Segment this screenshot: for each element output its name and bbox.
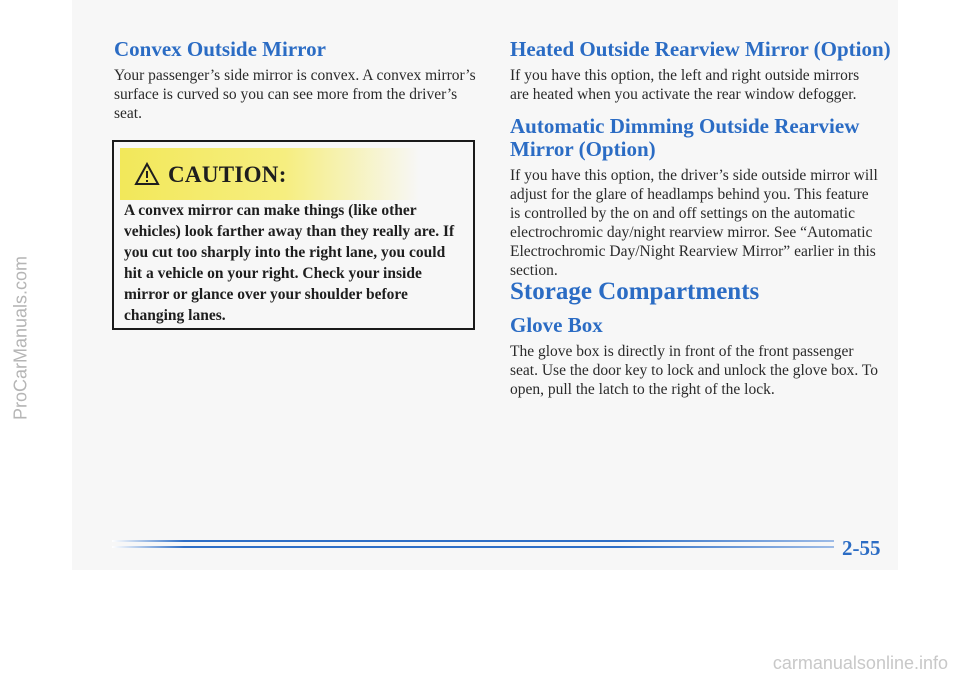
- heated-mirror-heading: Heated Outside Rearview Mirror (Option): [510, 37, 891, 61]
- caution-text: A convex mirror can make things (like other vehicles) look farther away than they really are. If you cut too sharply into the right lane, you could hit a vehicle on your right. Check your inside mirror or glance over your shoulder before changing lanes.: [124, 202, 455, 324]
- storage-compartments-heading: Storage Compartments: [510, 278, 760, 305]
- heated-mirror-paragraph: If you have this option, the left and right outside mirrors are heated when you activate the rear window defogger.: [510, 67, 860, 103]
- footer-rule-bottom: [112, 546, 834, 548]
- dimming-mirror-paragraph: If you have this option, the driver’s side outside mirror will adjust for the glare of headlamps behind you. This feature is controlled by the on and off settings on the automatic electrochromic day/night rearview mirror. See “Automatic Electrochromic Day/Night Rearview Mirror” earlier in this section.: [510, 167, 878, 279]
- dimming-mirror-heading-line1: Automatic Dimming Outside Rearview: [510, 114, 860, 138]
- glove-box-heading: Glove Box: [510, 313, 603, 337]
- caution-header: [120, 148, 420, 200]
- page-number: 2-55: [842, 536, 881, 560]
- warning-triangle-icon: [134, 162, 160, 186]
- side-watermark: [6, 0, 36, 676]
- footer-rule-top: [112, 540, 834, 542]
- convex-mirror-heading: Convex Outside Mirror: [114, 37, 326, 61]
- convex-mirror-paragraph: Your passenger’s side mirror is convex. A convex mirror’s surface is curved so you can see more from the driver’s seat.: [114, 67, 476, 122]
- footer-watermark: carmanualsonline.info: [772, 653, 948, 673]
- caution-title: CAUTION:: [168, 162, 287, 187]
- dimming-mirror-heading-line2: Mirror (Option): [510, 137, 656, 161]
- side-watermark-text: ProCarManuals.com: [10, 255, 31, 421]
- glove-box-paragraph: The glove box is directly in front of the front passenger seat. Use the door key to lock and unlock the glove box. To open, pull the latch to the right of the lock.: [510, 343, 878, 398]
- caution-box: [112, 140, 475, 330]
